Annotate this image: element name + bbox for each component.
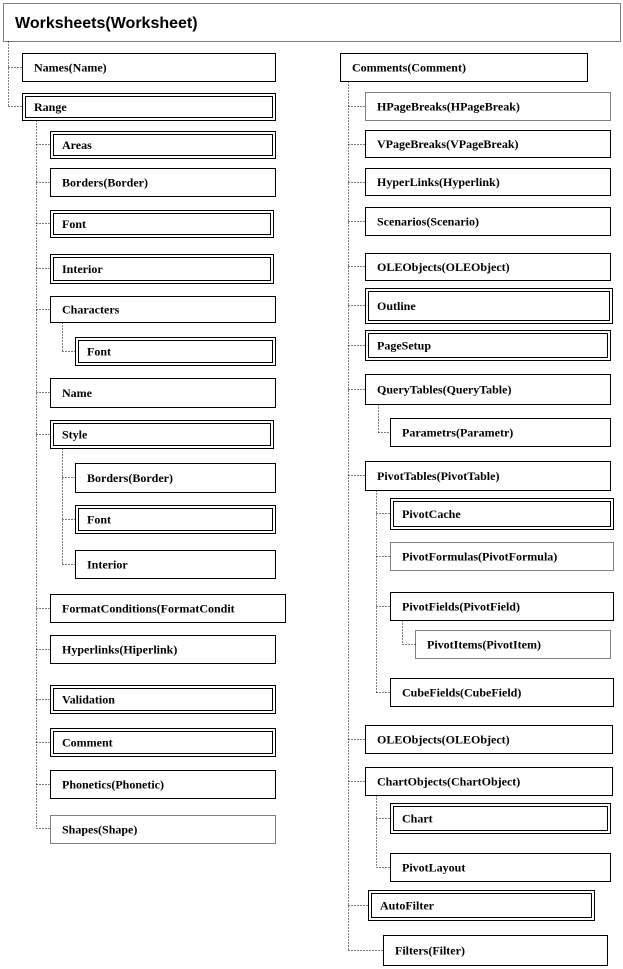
title-label: Worksheets(Worksheet) (15, 14, 198, 32)
hpagebreaks-box[interactable] (366, 93, 611, 121)
vpagebreaks-label: VPageBreaks(VPageBreak) (377, 136, 519, 151)
font-box[interactable] (51, 211, 274, 238)
querytables-box[interactable] (366, 375, 611, 405)
parametrs-box[interactable] (391, 419, 611, 447)
range-label: Range (34, 99, 67, 114)
comments-label: Comments(Comment) (352, 60, 466, 75)
autofilter-label: AutoFilter (380, 898, 434, 913)
oleobjects-2-box[interactable] (366, 726, 613, 754)
names-box[interactable] (23, 54, 276, 82)
areas-label: Areas (62, 137, 92, 152)
format-conditions-label: FormatConditions(FormatCondit (62, 601, 235, 616)
pagesetup-box[interactable] (366, 331, 611, 361)
name-label: Name (62, 385, 92, 400)
interior-box[interactable] (51, 255, 274, 284)
oleobjects-1-label: OLEObjects(OLEObject) (377, 259, 510, 274)
hyperlinks-right-label: HyperLinks(Hyperlink) (377, 174, 500, 189)
filters-label: Filters(Filter) (395, 943, 465, 958)
range-box[interactable] (23, 94, 276, 121)
filters-box[interactable] (384, 936, 608, 966)
pivotformulas-label: PivotFormulas(PivotFormula) (402, 549, 558, 564)
chartobjects-label: ChartObjects(ChartObject) (377, 774, 521, 789)
pivottables-label: PivotTables(PivotTable) (377, 468, 500, 483)
pivotitems-box[interactable] (416, 631, 611, 659)
areas-box[interactable] (51, 132, 276, 159)
style-font-box[interactable] (76, 506, 276, 534)
phonetics-box[interactable] (51, 771, 276, 799)
phonetics-label: Phonetics(Phonetic) (62, 777, 164, 792)
characters-label: Characters (62, 302, 120, 317)
hyperlinks-label: Hyperlinks(Hiperlink) (62, 642, 178, 657)
borders-label: Borders(Border) (62, 175, 148, 190)
pivotitems-label: PivotItems(PivotItem) (427, 637, 541, 652)
vpagebreaks-box[interactable] (366, 131, 611, 158)
style-box[interactable] (51, 421, 274, 449)
pivotfields-label: PivotFields(PivotField) (402, 599, 520, 614)
cubefields-box[interactable] (391, 679, 614, 707)
validation-label: Validation (62, 692, 115, 707)
pivotfields-box[interactable] (391, 593, 614, 621)
format-conditions-box[interactable] (51, 595, 286, 623)
style-interior-label: Interior (87, 557, 128, 572)
chart-label: Chart (402, 811, 433, 826)
style-interior-box[interactable] (76, 551, 276, 579)
name-box[interactable] (51, 379, 276, 408)
pivotformulas-box[interactable] (391, 543, 614, 571)
hyperlinks-box[interactable] (51, 636, 276, 664)
oleobjects-1-box[interactable] (366, 254, 611, 281)
pivotcache-box[interactable] (391, 499, 614, 530)
pivotcache-label: PivotCache (402, 506, 461, 521)
shapes-box[interactable] (51, 816, 276, 844)
pivottables-box[interactable] (366, 462, 611, 491)
characters-box[interactable] (51, 297, 276, 323)
names-label: Names(Name) (34, 60, 107, 75)
pivotlayout-box[interactable] (391, 854, 611, 882)
oleobjects-2-label: OLEObjects(OLEObject) (377, 732, 510, 747)
scenarios-box[interactable] (366, 208, 611, 236)
validation-box[interactable] (51, 686, 276, 714)
style-font-label: Font (87, 512, 111, 527)
title-box (4, 4, 621, 42)
autofilter-box[interactable] (369, 891, 595, 921)
comment-label: Comment (62, 735, 113, 750)
hpagebreaks-label: HPageBreaks(HPageBreak) (377, 99, 520, 114)
font-label: Font (62, 216, 86, 231)
style-borders-box[interactable] (76, 464, 276, 493)
scenarios-label: Scenarios(Scenario) (377, 214, 479, 229)
pagesetup-label: PageSetup (377, 338, 431, 353)
borders-box[interactable] (51, 169, 276, 197)
comment-box[interactable] (51, 729, 276, 757)
characters-font-label: Font (87, 344, 111, 359)
parametrs-label: Parametrs(Parametr) (402, 425, 514, 440)
style-borders-label: Borders(Border) (87, 470, 173, 485)
comments-box[interactable] (341, 54, 588, 82)
chart-box[interactable] (391, 804, 611, 834)
cubefields-label: CubeFields(CubeField) (402, 685, 522, 700)
interior-label: Interior (62, 261, 103, 276)
hyperlinks-right-box[interactable] (366, 169, 611, 196)
style-label: Style (62, 427, 88, 442)
pivotlayout-label: PivotLayout (402, 860, 466, 875)
outline-label: Outline (377, 298, 416, 313)
outline-box[interactable] (366, 289, 613, 324)
chartobjects-box[interactable] (366, 768, 613, 796)
characters-font-box[interactable] (76, 338, 276, 366)
querytables-label: QueryTables(QueryTable) (377, 382, 512, 397)
shapes-label: Shapes(Shape) (62, 822, 138, 837)
